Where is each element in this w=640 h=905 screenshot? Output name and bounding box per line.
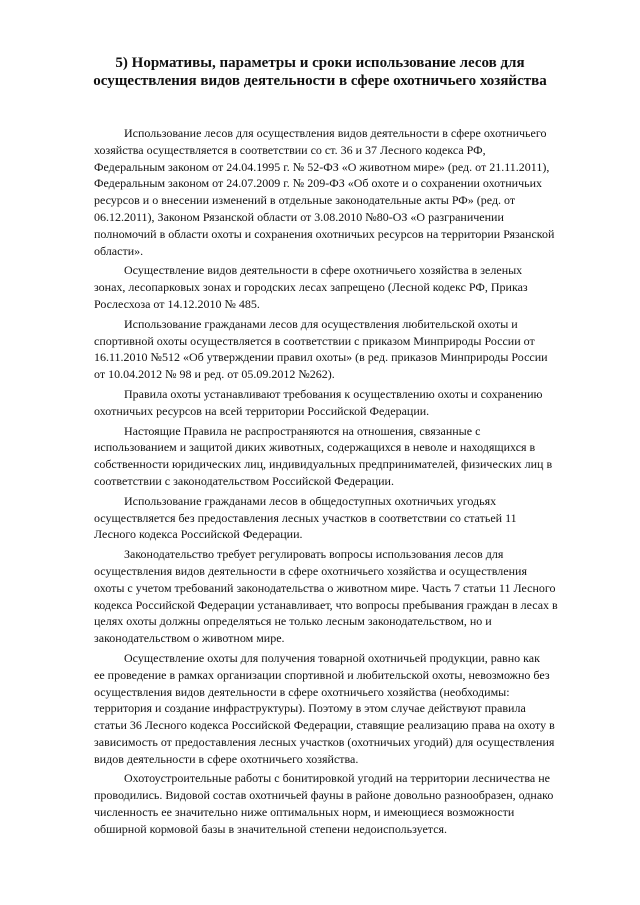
paragraph-line: численность ее значительно ниже оптимальных норм, и имеющиеся возможности xyxy=(94,805,515,820)
paragraph-line: использованием и защитой диких животных, содержащихся в неволе и находящихся в xyxy=(94,440,536,455)
paragraph-line: осуществляется без предоставления лесных участков в соответствии со статьей 11 xyxy=(94,510,517,525)
paragraph-line: Федеральным законом от 24.04.1995 г. № 52-ФЗ «О животном мире» (ред. от 21.11.2011), xyxy=(94,159,550,174)
document-body xyxy=(94,125,594,841)
paragraph-line: области». xyxy=(94,243,144,258)
paragraph-line: Использование лесов для осуществления видов деятельности в сфере охотничьего xyxy=(124,126,547,140)
paragraph-line: соответствии с законодательством Российской Федерации. xyxy=(94,473,394,488)
paragraph-line: осуществления видов деятельности в сфере охотничьего хозяйства (необходимы: xyxy=(94,684,510,699)
paragraph-line: Рослесхоза от 14.12.2010 № 485. xyxy=(94,296,260,311)
paragraph-line: Осуществление охоты для получения товарной охотничьей продукции, равно как xyxy=(124,650,540,665)
paragraph-line: собственности юридических лиц, индивидуальных предпринимателей, физических лиц в xyxy=(94,457,553,472)
paragraph-line: охоты с учетом требований законодательства о животном мире. Часть 7 статьи 11 Лесного xyxy=(94,580,556,595)
paragraph xyxy=(94,650,594,768)
paragraph-line: Осуществление видов деятельности в сфере охотничьего хозяйства в зеленых xyxy=(124,263,523,278)
paragraph-line: от 10.04.2012 № 98 и ред. от 05.09.2012 №262). xyxy=(94,367,335,382)
paragraph-line: Федеральным законом от 24.07.2009 г. № 209-ФЗ «Об охоте и о сохранении охотничьих xyxy=(94,176,543,191)
paragraph xyxy=(94,316,594,383)
paragraph-line: охотничьих ресурсов на всей территории Российской Федерации. xyxy=(94,403,430,418)
paragraph-line: видов деятельности в сфере охотничьего хозяйства. xyxy=(94,751,359,766)
title-line: осуществления видов деятельности в сфере охотничьего хозяйства xyxy=(93,73,547,89)
paragraph-line: осуществления видов деятельности в сфере охотничьего хозяйства и осуществления xyxy=(94,563,527,578)
paragraph-line: целях охоты должны определяться не только лесным законодательством, но и xyxy=(94,614,492,629)
paragraph-line: Правила охоты устанавливают требования к осуществлению охоты и сохранению xyxy=(124,386,543,401)
paragraph xyxy=(94,262,594,312)
paragraph-line: статьи 36 Лесного кодекса Российской Федерации, ставящие реализацию права на охоту в xyxy=(94,718,555,733)
paragraph-line: Использование гражданами лесов в общедоступных охотничьих угодьях xyxy=(124,493,497,508)
paragraph xyxy=(94,423,594,490)
paragraph xyxy=(94,493,594,543)
paragraph-line: проводились. Видовой состав охотничьей фауны в районе довольно разнообразен, однако xyxy=(94,788,554,803)
paragraph-line: территория и создание инфраструктуры). Поэтому в этом случае действуют правила xyxy=(94,701,526,716)
paragraph-line: ее проведение в рамках организации спортивной и любительской охоты, невозможно без xyxy=(94,667,550,682)
title-line: 5) Нормативы, параметры и сроки использование лесов для xyxy=(115,55,525,71)
paragraph xyxy=(94,386,594,420)
paragraph-line: 06.12.2011), Законом Рязанской области от 3.08.2010 №80-ОЗ «О разграничении xyxy=(94,209,504,224)
paragraph-line: Охотоустроительные работы с бонитировкой угодий на территории лесничества не xyxy=(124,771,550,786)
paragraph-line: 16.11.2010 №512 «Об утверждении правил охоты» (в ред. приказов Минприроды России xyxy=(94,350,548,365)
paragraph-line: Использование гражданами лесов для осуществления любительской охоты и xyxy=(124,316,518,331)
paragraph-line: законодательством о животном мире. xyxy=(94,631,285,646)
paragraph-line: зависимость от предоставления лесных участков (охотничьих угодий) для осуществления xyxy=(94,734,555,749)
paragraph-line: зонах, лесопарковых зонах и городских лесах запрещено (Лесной кодекс РФ, Приказ xyxy=(94,280,528,295)
page-title xyxy=(70,54,570,90)
paragraph-line: Лесного кодекса Российской Федерации. xyxy=(94,527,303,542)
paragraph-line: кодекса Российской Федерации устанавливает, что вопросы пребывания граждан в лесах в xyxy=(94,597,558,612)
paragraph-line: Законодательство требует регулировать вопросы использования лесов для xyxy=(124,547,504,562)
paragraph-line: хозяйства осуществляется в соответствии со ст. 36 и 37 Лесного кодекса РФ, xyxy=(94,142,486,157)
paragraph-line: ресурсов и о внесении изменений в отдельные законодательные акты РФ» (ред. от xyxy=(94,193,516,208)
paragraph xyxy=(94,770,594,837)
paragraph xyxy=(94,125,594,259)
paragraph-line: полномочий в области охоты и сохранения охотничьих ресурсов на территории Рязанской xyxy=(94,226,555,241)
paragraph-line: спортивной охоты осуществляется в соответствии с приказом Минприроды России от xyxy=(94,333,535,348)
paragraph-line: обширной кормовой базы в значительной степени недоиспользуется. xyxy=(94,821,448,836)
paragraph-line: Настоящие Правила не распространяются на отношения, связанные с xyxy=(124,423,481,438)
paragraph xyxy=(94,546,594,647)
